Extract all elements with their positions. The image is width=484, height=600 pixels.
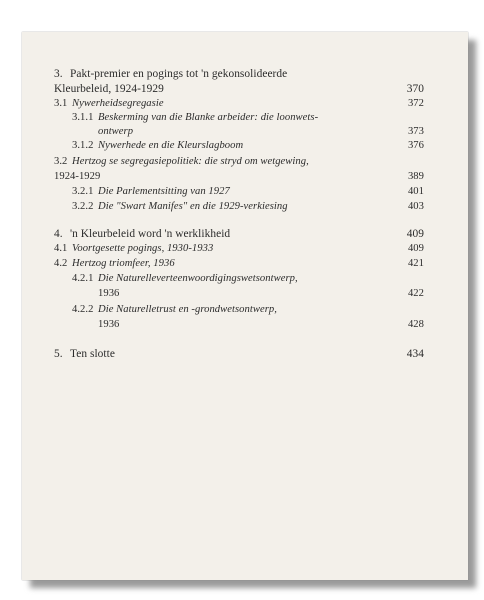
- toc-title: ontwerp: [98, 126, 134, 137]
- toc-page-number: 376: [407, 140, 424, 151]
- toc-number: 4.2: [54, 258, 68, 269]
- toc-page-number: 373: [407, 126, 424, 137]
- toc-title: Beskerming van die Blanke arbeider: die loonwets-: [98, 112, 319, 123]
- toc-title: Die Naturelletrust en -grondwetsontwerp,: [98, 304, 277, 315]
- toc-title: 1924-1929: [54, 171, 101, 182]
- toc-number: 4.1: [54, 243, 68, 254]
- toc-title: Voortgesette pogings, 1930-1933: [72, 243, 214, 254]
- toc-number: 3.: [54, 68, 63, 80]
- toc-number: 4.2.1: [72, 273, 94, 284]
- toc-page-number: 421: [407, 258, 424, 269]
- toc-title: Die Parlementsitting van 1927: [98, 186, 230, 197]
- toc-page-number: 428: [407, 319, 424, 330]
- toc-number: 5.: [54, 348, 63, 360]
- toc-number: 3.2: [54, 156, 68, 167]
- toc-page-number: 372: [407, 98, 424, 109]
- toc-title: Nywerhede en die Kleurslagboom: [98, 140, 244, 151]
- toc-page-number: 403: [407, 201, 424, 212]
- toc-number: 4.: [54, 228, 63, 240]
- toc-number: 3.1: [54, 98, 68, 109]
- book-page: [22, 32, 468, 580]
- toc-title: Kleurbeleid, 1924-1929: [54, 83, 164, 95]
- toc-number: 4.2.2: [72, 304, 94, 315]
- toc-page-number: 422: [407, 288, 424, 299]
- toc-number: 3.1.1: [72, 112, 94, 123]
- toc-number: 3.1.2: [72, 140, 94, 151]
- toc-title: Hertzog triomfeer, 1936: [72, 258, 175, 269]
- toc-title: Die Naturelleverteenwoordigingswetsontwerp,: [98, 273, 298, 284]
- toc-page-number: 389: [407, 171, 424, 182]
- toc-title: Die "Swart Manifes" en die 1929-verkiesing: [98, 201, 288, 212]
- toc-number: 3.2.1: [72, 186, 94, 197]
- toc-page-number: 409: [407, 243, 424, 254]
- toc-title: 'n Kleurbeleid word 'n werklikheid: [70, 228, 231, 240]
- toc-title: Ten slotte: [70, 348, 115, 360]
- toc-title: 1936: [98, 288, 120, 299]
- toc-page-number: 409: [406, 228, 424, 240]
- toc-title: 1936: [98, 319, 120, 330]
- toc-page-number: 434: [406, 348, 424, 360]
- toc-title: Hertzog se segregasiepolitiek: die stryd om wetgewing,: [72, 156, 309, 167]
- toc-page-number: 401: [407, 186, 424, 197]
- toc-title: Nywerheidsegregasie: [72, 98, 164, 109]
- toc-number: 3.2.2: [72, 201, 94, 212]
- toc-page-number: 370: [406, 83, 424, 95]
- toc-title: Pakt-premier en pogings tot 'n gekonsolideerde: [70, 68, 288, 80]
